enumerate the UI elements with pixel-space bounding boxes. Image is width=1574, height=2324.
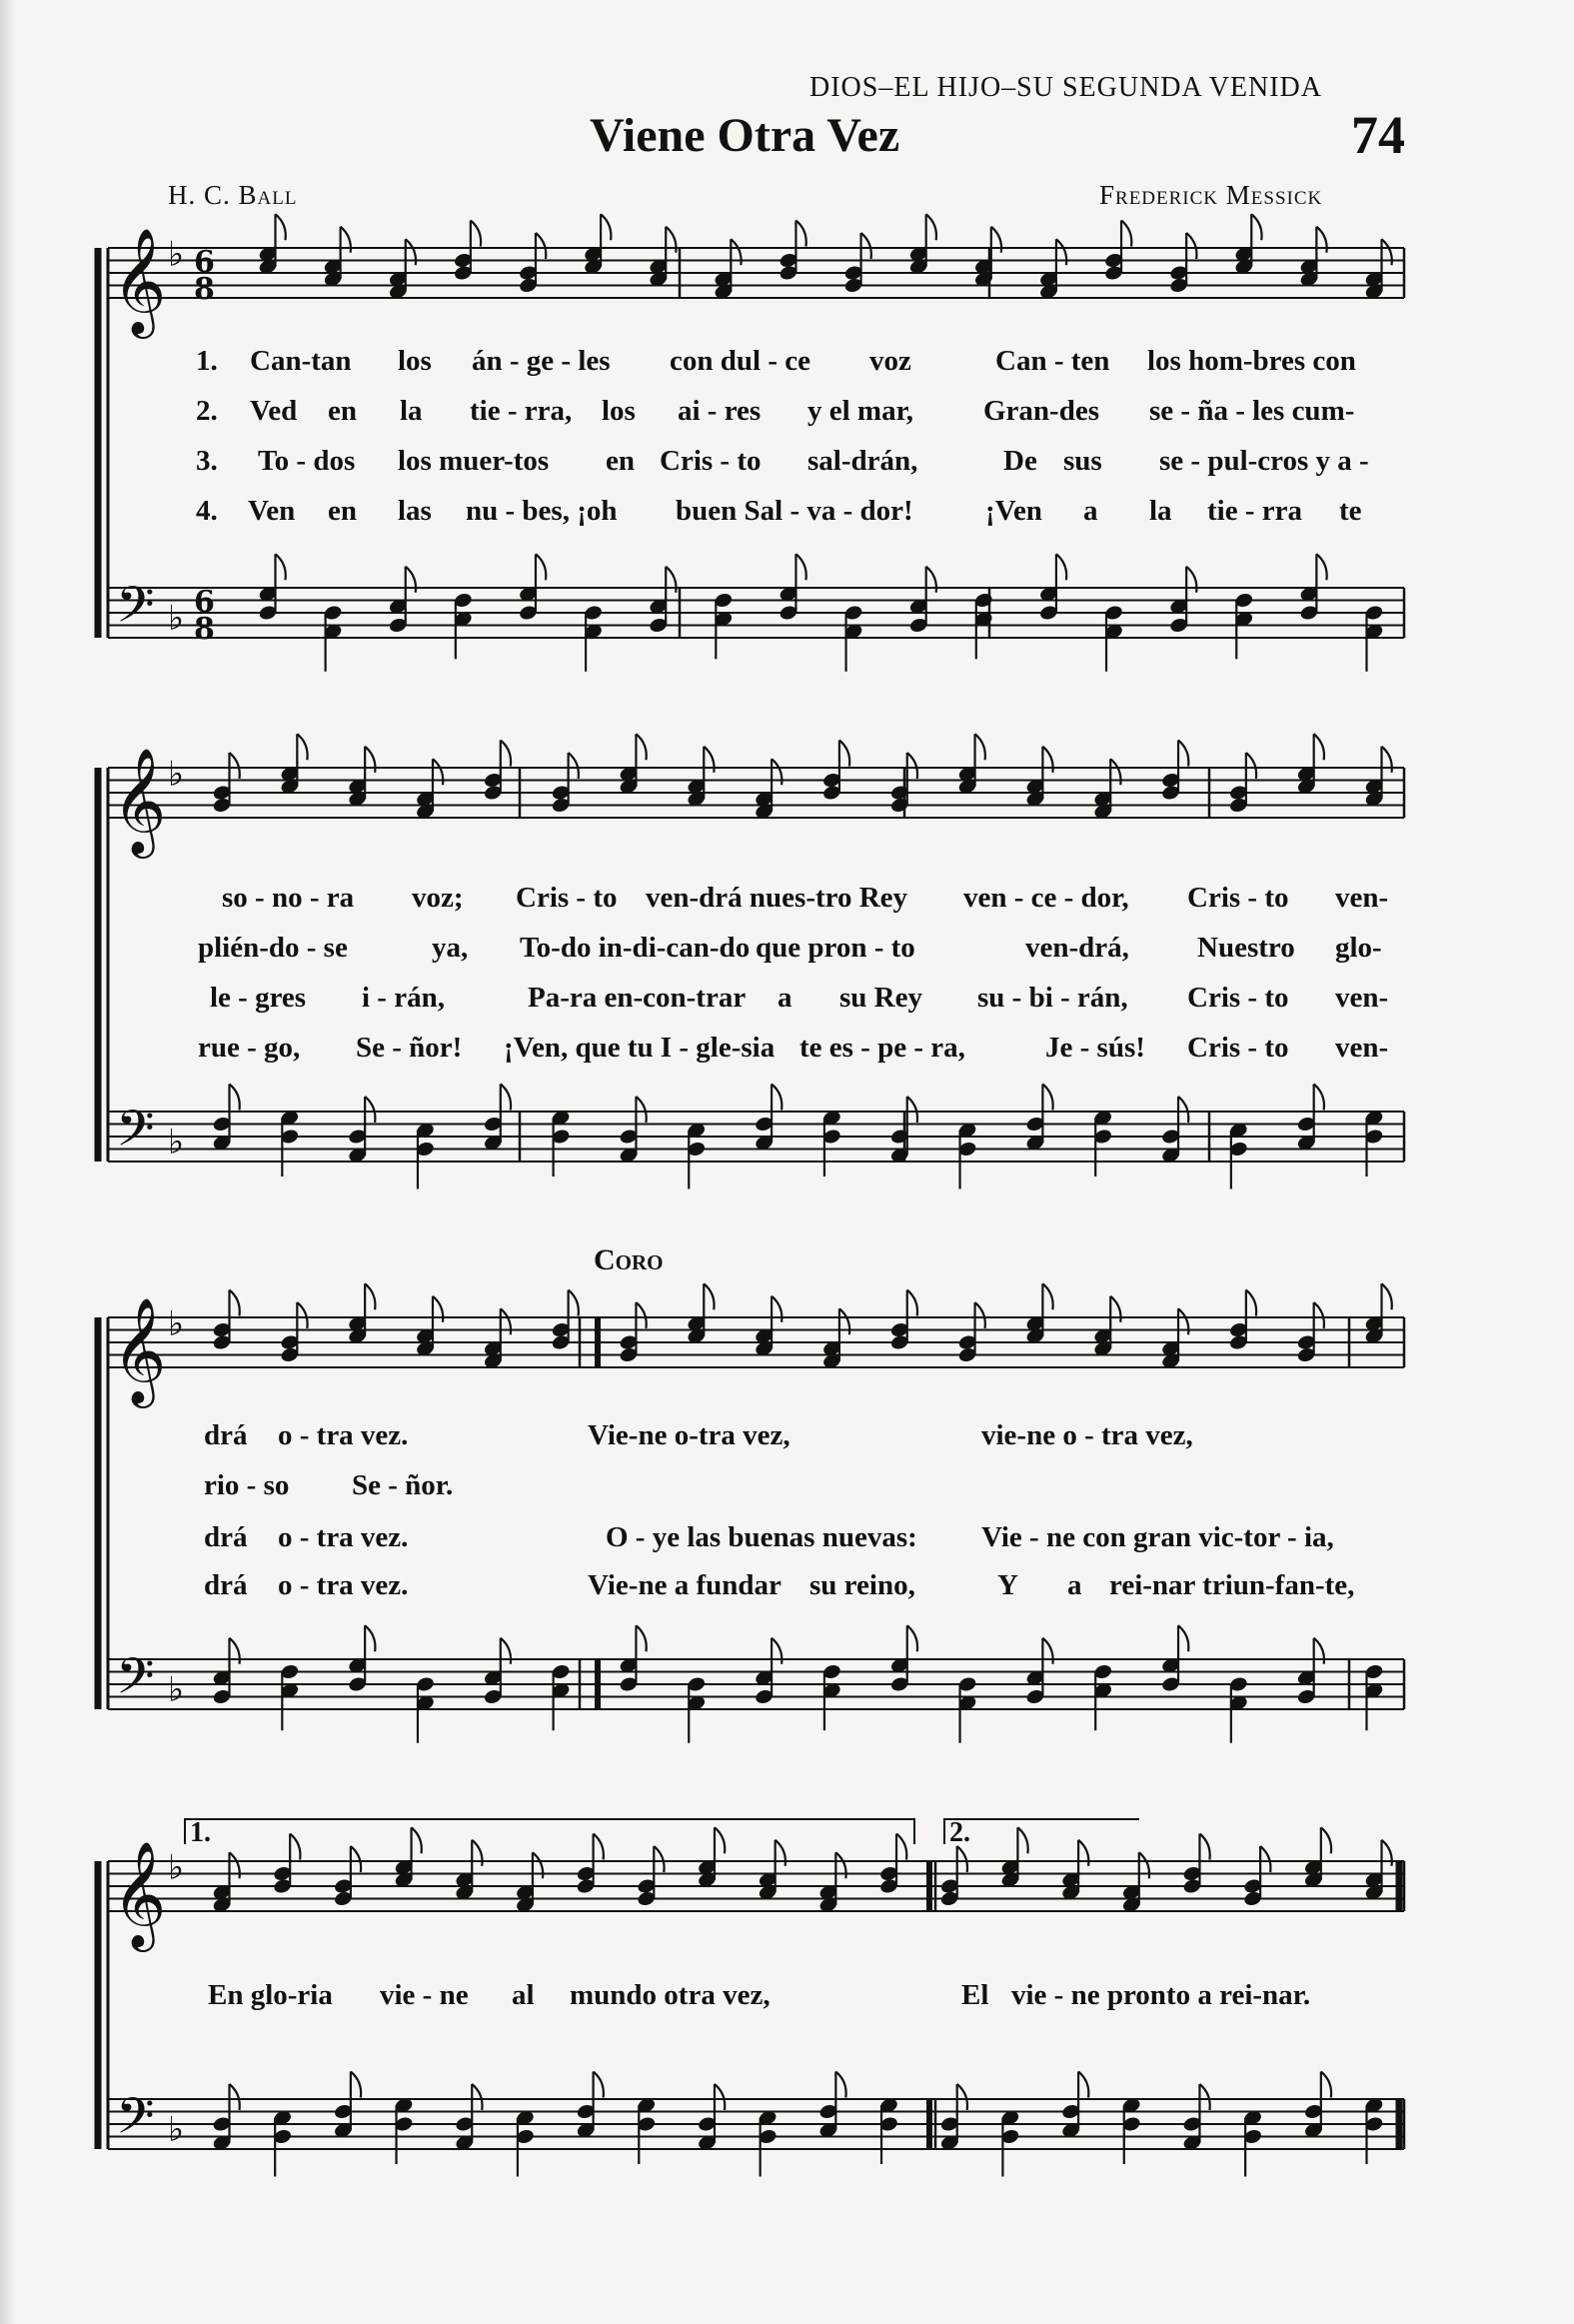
lyric-syllable: drá	[204, 1521, 248, 1553]
note-flag	[975, 734, 985, 760]
note-flag	[636, 1302, 646, 1328]
note-flag	[471, 221, 481, 247]
time-signature-bottom: 8	[194, 612, 215, 647]
note-flag	[907, 753, 917, 779]
bass-clef-icon: 𝄢	[116, 2087, 155, 2158]
note-flag	[835, 2072, 845, 2098]
lyric-syllable: ven-	[1335, 1032, 1389, 1064]
note-flag	[1178, 1097, 1188, 1123]
note-flag	[569, 1290, 579, 1316]
lyric-syllable: drá	[204, 1569, 248, 1601]
note-flag	[351, 2072, 361, 2098]
lyric-syllable: que pron - to	[756, 932, 915, 964]
time-signature-top: 6	[194, 245, 215, 280]
note-flag	[472, 2084, 482, 2110]
note-flag	[957, 2084, 967, 2110]
second-ending-label: 2.	[949, 1817, 970, 1848]
lyric-syllable: i - rán,	[362, 982, 445, 1014]
lyric-line	[0, 445, 1574, 485]
lyric-syllable: o - tra vez.	[278, 1419, 409, 1451]
lyric-syllable: tie - rra,	[470, 395, 573, 427]
note-flag	[1314, 1085, 1324, 1111]
note-flag	[536, 233, 546, 259]
lyric-syllable: ¡Ven	[985, 495, 1042, 527]
lyric-syllable: sus	[1063, 445, 1102, 477]
note-flag	[795, 554, 805, 580]
flat-sign-icon: ♭	[168, 234, 185, 275]
lyric-syllable: la	[1149, 495, 1172, 527]
note-flag	[230, 1290, 240, 1316]
note-flag	[594, 2072, 604, 2098]
lyric-syllable: En glo-ria	[208, 1979, 333, 2011]
lyric-syllable: 3.	[196, 445, 218, 477]
lyric-line	[0, 932, 1574, 972]
lyric-syllable: ¡Ven, que tu I - gle-sia	[504, 1032, 776, 1064]
note-flag	[1246, 1290, 1256, 1316]
note-flag	[1321, 1827, 1331, 1853]
note-flag	[1042, 1085, 1052, 1111]
note-flag	[975, 1302, 985, 1328]
note-flag	[569, 753, 579, 779]
lyric-syllable: rue - go,	[198, 1032, 301, 1064]
lyric-line	[0, 1569, 1574, 1609]
note-flag	[1178, 1625, 1188, 1651]
flat-sign-icon: ♭	[168, 1303, 185, 1344]
lyric-syllable: ven - ce - dor,	[963, 882, 1129, 914]
treble-clef-icon: 𝄞	[112, 747, 167, 854]
note-flag	[1186, 233, 1196, 259]
note-flag	[715, 2084, 725, 2110]
section-header: DIOS–EL HIJO–SU SEGUNDA VENIDA	[809, 72, 1322, 103]
lyric-syllable: mundo otra vez,	[570, 1979, 771, 2011]
note-flag	[365, 1097, 375, 1123]
flat-sign-icon: ♭	[168, 754, 185, 795]
lyric-syllable: a	[1067, 1569, 1082, 1601]
note-flag	[1246, 753, 1256, 779]
note-flag	[601, 214, 611, 240]
lyric-line	[0, 1521, 1574, 1561]
lyric-line	[0, 1419, 1574, 1459]
lyric-syllable: Gran-des	[983, 395, 1099, 427]
lyric-syllable: o - tra vez.	[278, 1521, 409, 1553]
lyric-syllable: a	[778, 982, 792, 1014]
lyric-line	[0, 345, 1574, 385]
note-flag	[594, 1834, 604, 1860]
lyric-syllable: Cris - to	[1187, 882, 1289, 914]
note-flag	[907, 1625, 917, 1651]
lyric-syllable: le - gres	[210, 982, 307, 1014]
note-flag	[1017, 1827, 1027, 1853]
note-flag	[795, 221, 805, 247]
note-flag	[715, 1827, 725, 1853]
note-flag	[1199, 1834, 1209, 1860]
lyric-syllable: o - tra vez.	[278, 1569, 409, 1601]
lyric-syllable: O - ye las buenas nuevas:	[606, 1521, 917, 1553]
lyric-syllable: sal-drán,	[807, 445, 918, 477]
lyric-syllable: so - no - ra	[222, 882, 355, 914]
hymn-title: Viene Otra Vez	[590, 109, 900, 162]
lyric-syllable: Vie-ne o-tra vez,	[588, 1419, 790, 1451]
lyric-syllable: Cris - to	[516, 882, 618, 914]
lyric-syllable: ya,	[432, 932, 469, 964]
lyric-syllable: se - pul-cros y a -	[1159, 445, 1369, 477]
lyric-syllable: drá	[204, 1419, 248, 1451]
lyric-syllable: tie - rra	[1207, 495, 1302, 527]
lyric-syllable: los hom-bres con	[1147, 345, 1356, 377]
lyric-syllable: rio - so	[204, 1469, 290, 1501]
lyric-syllable: las	[398, 495, 432, 527]
note-flag	[907, 1290, 917, 1316]
lyric-syllable: con dul - ce	[670, 345, 810, 377]
note-flag	[1321, 2072, 1331, 2098]
lyric-syllable: vie - ne pronto a rei-nar.	[1011, 1979, 1311, 2011]
note-flag	[636, 1625, 646, 1651]
lyric-syllable: rei-nar triun-fan-te,	[1109, 1569, 1355, 1601]
lyric-syllable: Nuestro	[1197, 932, 1295, 964]
lyric-syllable: El	[961, 1979, 989, 2011]
lyric-syllable: Ven	[248, 495, 296, 527]
lyric-syllable: To - dos	[258, 445, 356, 477]
first-ending-label: 1.	[190, 1817, 211, 1848]
note-flag	[536, 554, 546, 580]
note-flag	[636, 734, 646, 760]
lyric-line	[0, 1469, 1574, 1509]
lyric-syllable: 2.	[196, 395, 218, 427]
first-ending-bracket	[185, 1819, 914, 1844]
note-flag	[365, 1625, 375, 1651]
lyric-syllable: su - bi - rán,	[977, 982, 1128, 1014]
lyric-syllable: en	[328, 495, 357, 527]
note-flag	[1251, 214, 1261, 240]
note-flag	[297, 734, 307, 760]
composer-credit: Frederick Messick	[1099, 180, 1323, 210]
note-flag	[230, 753, 240, 779]
lyric-syllable: la	[400, 395, 423, 427]
lyric-syllable: su Rey	[839, 982, 922, 1014]
note-flag	[276, 554, 286, 580]
lyric-line	[0, 1979, 1574, 2019]
note-flag	[1260, 1846, 1270, 1872]
chorus-label: Coro	[594, 1243, 664, 1276]
lyric-syllable: Cris - to	[660, 445, 762, 477]
lyric-syllable: vie - ne	[380, 1979, 469, 2011]
time-signature-bottom: 8	[194, 272, 215, 307]
lyric-syllable: los	[398, 345, 432, 377]
note-flag	[1316, 554, 1326, 580]
lyric-line	[0, 395, 1574, 435]
lyric-syllable: Se - ñor.	[352, 1469, 454, 1501]
note-flag	[654, 1846, 664, 1872]
lyric-syllable: te es - pe - ra,	[799, 1032, 965, 1064]
bass-clef-icon: 𝄢	[116, 1100, 155, 1170]
note-flag	[1199, 2084, 1209, 2110]
note-flag	[365, 1283, 375, 1309]
flat-sign-icon: ♭	[168, 1122, 185, 1162]
treble-clef-icon: 𝄞	[112, 227, 167, 334]
lyric-syllable: los muer-tos	[398, 445, 550, 477]
note-flag	[1382, 1283, 1392, 1309]
note-flag	[351, 1846, 361, 1872]
time-signature-top: 6	[194, 585, 215, 620]
note-flag	[276, 214, 286, 240]
note-flag	[501, 741, 511, 767]
lyric-syllable: 4.	[196, 495, 218, 527]
note-flag	[839, 741, 849, 767]
note-flag	[926, 214, 936, 240]
lyric-syllable: Cris - to	[1187, 1032, 1289, 1064]
note-flag	[861, 233, 871, 259]
note-flag	[1314, 1302, 1324, 1328]
lyric-syllable: ven-drá,	[1025, 932, 1129, 964]
lyric-syllable: Can-tan	[250, 345, 352, 377]
lyric-line	[0, 882, 1574, 922]
lyric-syllable: te	[1339, 495, 1362, 527]
lyric-syllable: Vie-ne a fundar	[588, 1569, 782, 1601]
lyric-syllable: voz;	[412, 882, 464, 914]
bass-clef-icon: 𝄢	[116, 1647, 155, 1718]
lyric-syllable: nu - bes, ¡oh	[466, 495, 618, 527]
flat-sign-icon: ♭	[168, 1847, 185, 1888]
lyric-syllable: án - ge - les	[472, 345, 611, 377]
lyric-syllable: buen Sal - va - dor!	[676, 495, 913, 527]
lyric-line	[0, 1032, 1574, 1072]
lyric-syllable: los	[602, 395, 636, 427]
lyric-syllable: se - ña - les cum-	[1149, 395, 1355, 427]
note-flag	[501, 1085, 511, 1111]
lyric-syllable: Je - sús!	[1045, 1032, 1145, 1064]
note-flag	[230, 1085, 240, 1111]
note-flag	[704, 1283, 714, 1309]
lyric-syllable: Se - ñor!	[356, 1032, 463, 1064]
treble-clef-icon: 𝄞	[112, 1296, 167, 1403]
flat-sign-icon: ♭	[168, 1669, 185, 1710]
lyric-syllable: Y	[997, 1569, 1018, 1601]
second-ending-bracket	[944, 1819, 1139, 1844]
lyric-syllable: ven-	[1335, 882, 1389, 914]
lyric-syllable: Cris - to	[1187, 982, 1289, 1014]
lyric-syllable: Ved	[250, 395, 298, 427]
lyric-syllable: al	[512, 1979, 535, 2011]
lyric-syllable: en	[606, 445, 635, 477]
lyric-syllable: su reino,	[809, 1569, 915, 1601]
note-flag	[1078, 2072, 1088, 2098]
lyric-syllable: Vie - ne con gran vic-tor - ia,	[981, 1521, 1334, 1553]
note-flag	[1314, 734, 1324, 760]
lyricist-credit: H. C. Ball	[168, 180, 298, 210]
treble-clef-icon: 𝄞	[112, 1840, 167, 1947]
note-flag	[1042, 1283, 1052, 1309]
lyric-line	[0, 495, 1574, 535]
note-flag	[1056, 554, 1066, 580]
lyric-syllable: vie-ne o - tra vez,	[981, 1419, 1193, 1451]
note-flag	[297, 1302, 307, 1328]
lyric-syllable: ai - res	[678, 395, 762, 427]
lyric-syllable: en	[328, 395, 357, 427]
hymn-number: 74	[1351, 105, 1405, 165]
note-flag	[907, 1097, 917, 1123]
lyric-syllable: Can - ten	[995, 345, 1110, 377]
flat-sign-icon: ♭	[168, 598, 185, 639]
lyric-syllable: plién-do - se	[198, 932, 348, 964]
note-flag	[290, 1834, 300, 1860]
lyric-syllable: ven-	[1335, 982, 1389, 1014]
note-flag	[1121, 221, 1131, 247]
lyric-syllable: voz	[869, 345, 911, 377]
note-flag	[957, 1846, 967, 1872]
lyric-syllable: glo-	[1335, 932, 1382, 964]
lyric-syllable: De	[1003, 445, 1037, 477]
bass-clef-icon: 𝄢	[116, 576, 155, 647]
note-flag	[896, 1834, 906, 1860]
lyric-syllable: y el mar,	[807, 395, 914, 427]
lyric-syllable: ven-drá nues-tro Rey	[646, 882, 908, 914]
note-flag	[636, 1097, 646, 1123]
lyric-syllable: 1.	[196, 345, 218, 377]
note-flag	[412, 1827, 422, 1853]
note-flag	[230, 2084, 240, 2110]
flat-sign-icon: ♭	[168, 2109, 185, 2150]
note-flag	[1178, 741, 1188, 767]
lyric-syllable: To-do in-di-can-do	[520, 932, 751, 964]
lyric-syllable: a	[1083, 495, 1098, 527]
lyric-line	[0, 982, 1574, 1022]
lyric-syllable: Pa-ra en-con-trar	[528, 982, 747, 1014]
note-flag	[772, 1085, 782, 1111]
